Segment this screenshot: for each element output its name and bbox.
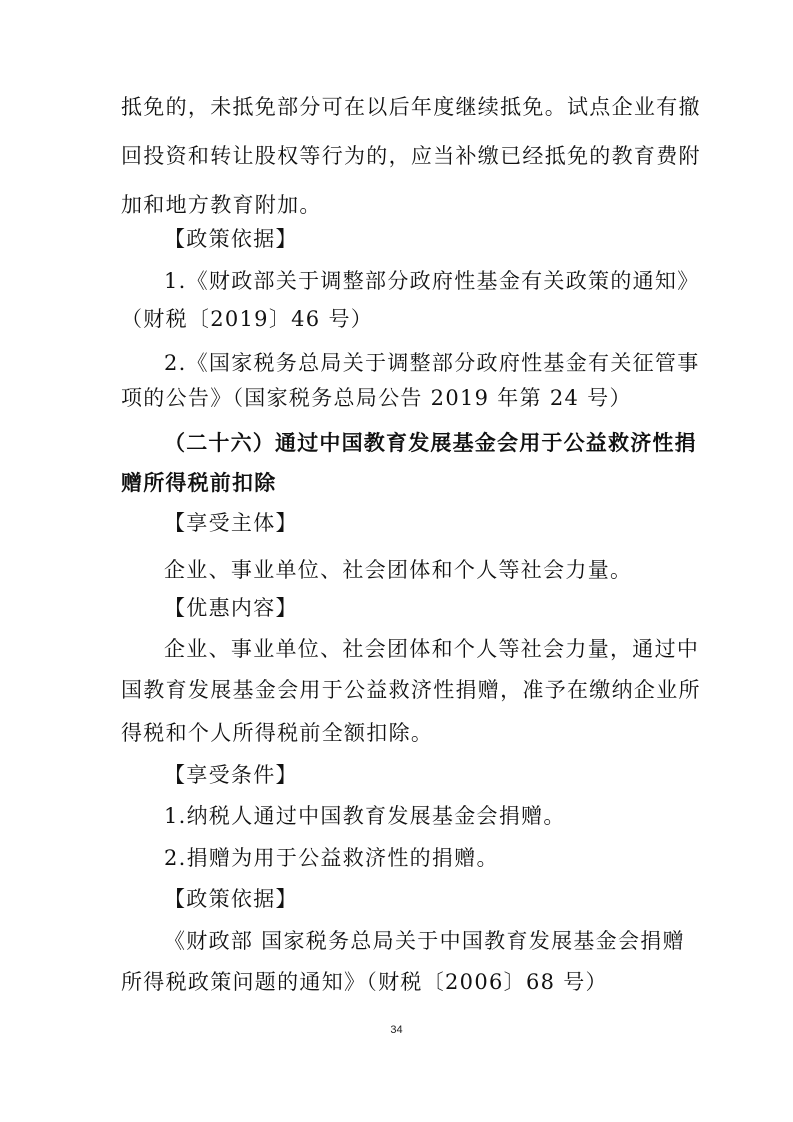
section-label-beneficiary: 【享受主体】 xyxy=(164,511,298,535)
paragraph-line: 国教育发展基金会用于公益救济性捐赠，准予在缴纳企业所 xyxy=(121,678,701,702)
paragraph-line: 得税和个人所得税前全额扣除。 xyxy=(121,721,434,745)
condition-item: 1.纳税人通过中国教育发展基金会捐赠。 xyxy=(164,804,566,828)
condition-item: 2.捐赠为用于公益救济性的捐赠。 xyxy=(164,846,499,870)
section-label-policy-basis: 【政策依据】 xyxy=(164,227,298,251)
paragraph-line: 企业、事业单位、社会团体和个人等社会力量，通过中 xyxy=(164,637,700,661)
paragraph-line: 回投资和转让股权等行为的，应当补缴已经抵免的教育费附 xyxy=(121,144,701,168)
reference-line: 项的公告》（国家税务总局公告 2019 年第 24 号） xyxy=(121,386,632,410)
paragraph-line: 加和地方教育附加。 xyxy=(121,193,322,217)
paragraph-line: 抵免的，未抵免部分可在以后年度继续抵免。试点企业有撤 xyxy=(121,95,701,119)
section-heading: 赠所得税前扣除 xyxy=(121,471,277,495)
reference-line: 1.《财政部关于调整部分政府性基金有关政策的通知》 xyxy=(164,269,700,293)
section-label-conditions: 【享受条件】 xyxy=(164,763,298,787)
reference-line: 《财政部 国家税务总局关于中国教育发展基金会捐赠 xyxy=(164,929,685,953)
paragraph-line: 企业、事业单位、社会团体和个人等社会力量。 xyxy=(164,558,633,582)
reference-line: 所得税政策问题的通知》（财税〔2006〕68 号） xyxy=(121,970,608,994)
reference-line: 2.《国家税务总局关于调整部分政府性基金有关征管事 xyxy=(164,351,700,375)
section-label-policy-basis: 【政策依据】 xyxy=(164,887,298,911)
section-label-benefit: 【优惠内容】 xyxy=(164,596,298,620)
reference-line: （财税〔2019〕46 号） xyxy=(121,307,374,331)
section-heading: （二十六）通过中国教育发展基金会用于公益救济性捐 xyxy=(164,431,697,455)
page-number: 34 xyxy=(390,1024,403,1036)
